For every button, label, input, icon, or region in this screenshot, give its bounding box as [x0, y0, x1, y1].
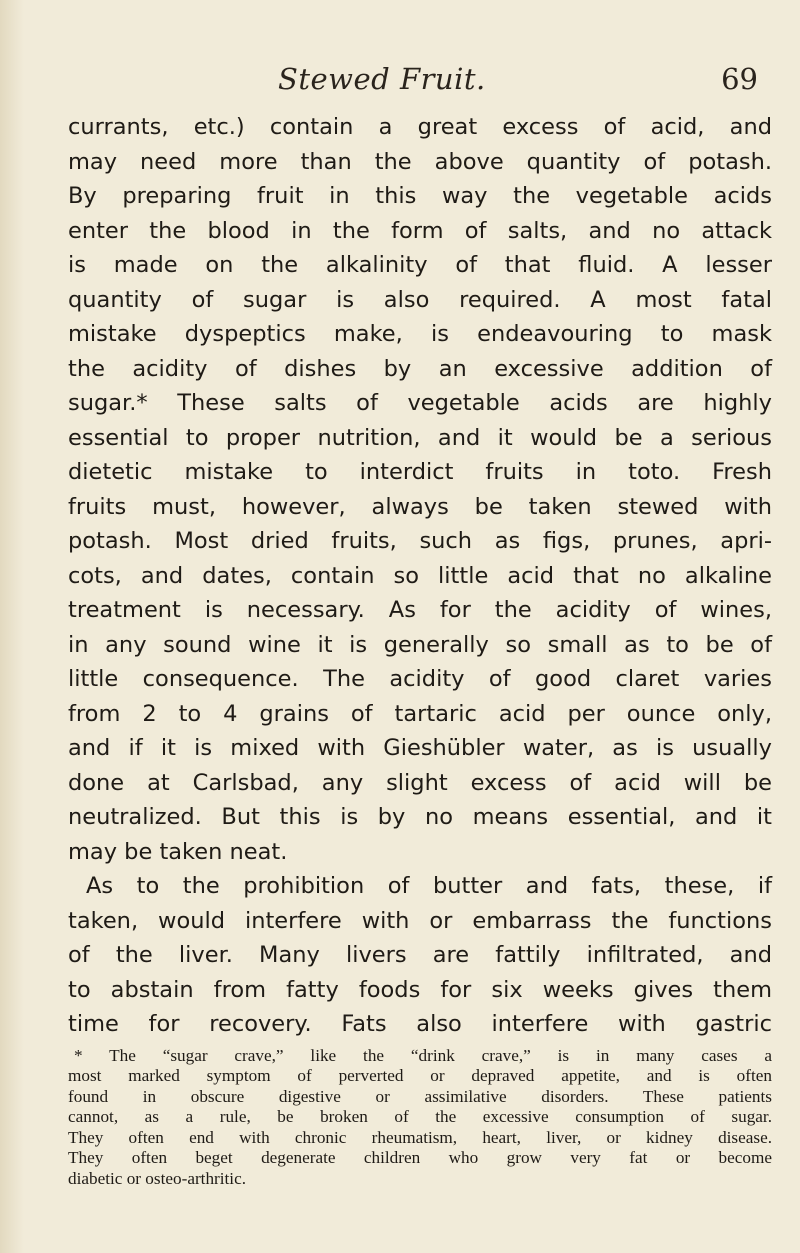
footnote-line: most marked symptom of perverted or depraved appetite, and is often [68, 1066, 772, 1086]
text-line: the acidity of dishes by an excessive addition of [68, 355, 772, 382]
text-line: fruits must, however, always be taken stewed with [68, 493, 772, 520]
text-line: dietetic mistake to interdict fruits in toto. Fresh [68, 459, 772, 485]
text-line: in any sound wine it is generally so small as to be of [68, 631, 772, 658]
page-number: 69 [721, 62, 758, 96]
text-line: essential to proper nutrition, and it would be a serious [68, 424, 772, 451]
footnote-line: diabetic or osteo-arthritic. [68, 1169, 247, 1189]
text-line: time for recovery. Fats also interfere with gastric [68, 1011, 772, 1037]
text-line: treatment is necessary. As for the acidity of wines, [68, 597, 772, 623]
footnote-line: * The “sugar crave,” like the “drink crave,” is in many cases a [74, 1045, 772, 1065]
running-head-title: Stewed Fruit. [278, 62, 486, 96]
footnote-line: They often end with chronic rheumatism, heart, liver, or kidney disease. [68, 1127, 772, 1147]
running-head [68, 62, 772, 110]
footnote [68, 1046, 772, 1190]
paragraph-1 [68, 110, 772, 869]
page-edge-shadow [0, 0, 24, 1253]
book-page [68, 62, 772, 1190]
text-line: from 2 to 4 grains of tartaric acid per ounce only, [68, 700, 772, 727]
text-line: may need more than the above quantity of potash. [68, 148, 772, 175]
text-line: of the liver. Many livers are fattily infiltrated, and [68, 942, 772, 968]
text-line: currants, etc.) contain a great excess of acid, and [68, 114, 772, 140]
text-line: As to the prohibition of butter and fats, these, if [86, 873, 772, 899]
text-line: taken, would interfere with or embarrass the functions [68, 907, 772, 934]
text-line: By preparing fruit in this way the vegetable acids [68, 183, 772, 209]
text-line: cots, and dates, contain so little acid that no alkaline [68, 562, 772, 589]
text-line: done at Carlsbad, any slight excess of acid will be [68, 769, 772, 796]
text-line: neutralized. But this is by no means essential, and it [68, 804, 772, 830]
text-line: mistake dyspeptics make, is endeavouring to mask [68, 321, 772, 347]
text-line: enter the blood in the form of salts, and no attack [68, 217, 772, 244]
text-line: may be taken neat. [68, 838, 288, 865]
text-line: quantity of sugar is also required. A most fatal [68, 286, 772, 313]
footnote-line: They often beget degenerate children who grow very fat or become [68, 1148, 772, 1168]
paragraph-2 [68, 869, 772, 1042]
footnote-line: found in obscure digestive or assimilative disorders. These patients [68, 1086, 772, 1106]
text-line: to abstain from fatty foods for six weeks gives them [68, 976, 772, 1003]
text-line: sugar.* These salts of vegetable acids are highly [68, 390, 772, 416]
text-line: is made on the alkalinity of that fluid. A lesser [68, 252, 772, 278]
footnote-line: cannot, as a rule, be broken of the excessive consumption of sugar. [68, 1107, 772, 1127]
text-line: and if it is mixed with Gieshübler water, as is usually [68, 735, 772, 761]
text-line: little consequence. The acidity of good claret varies [68, 666, 772, 692]
text-line: potash. Most dried fruits, such as figs, prunes, apri- [68, 528, 772, 554]
